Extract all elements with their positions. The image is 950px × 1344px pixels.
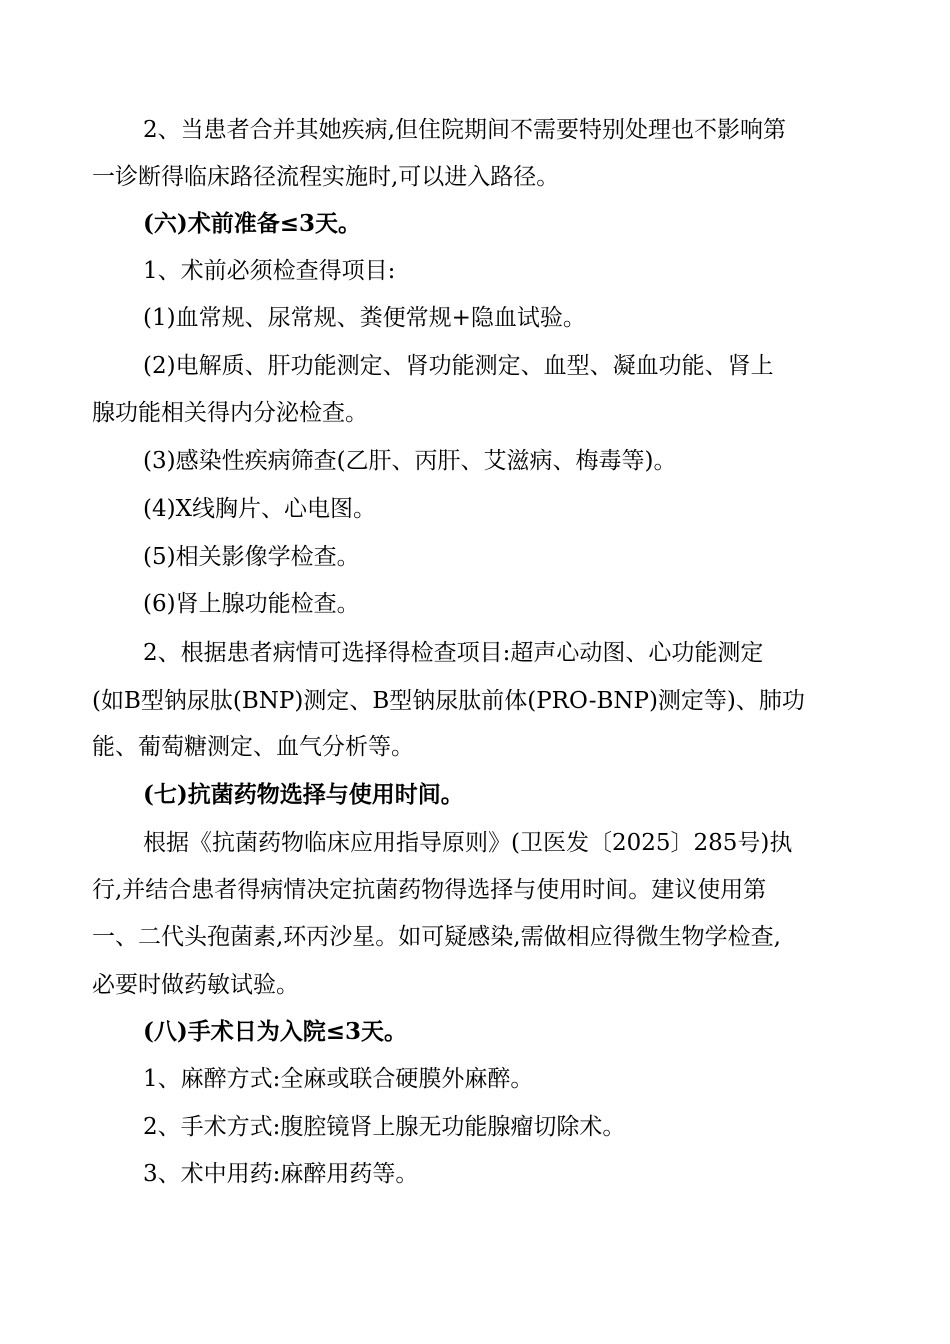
paragraph-line: 2、当患者合并其她疾病,但住院期间不需要特别处理也不影响第 [143,117,786,143]
section-heading: (六)术前准备≤3天。 [143,210,362,237]
section-heading: (八)手术日为入院≤3天。 [143,1018,408,1045]
paragraph-line: 一、二代头孢菌素,环丙沙星。如可疑感染,需做相应得微生物学检查, [92,924,781,950]
paragraph-line: 一诊断得临床路径流程实施时,可以进入路径。 [92,164,560,190]
paragraph-line: 能、葡萄糖测定、血气分析等。 [92,734,414,760]
paragraph-line: 必要时做药敏试验。 [92,972,299,998]
list-item: (3)感染性疾病筛查(乙肝、丙肝、艾滋病、梅毒等)。 [143,448,677,474]
list-item: (4)X线胸片、心电图。 [143,496,376,522]
paragraph-line: (如B型钠尿肽(BNP)测定、B型钠尿肽前体(PRO-BNP)测定等)、肺功 [92,688,805,714]
paragraph-line: 1、术前必须检查得项目: [143,258,396,284]
section-heading: (七)抗菌药物选择与使用时间。 [143,781,464,808]
list-item: (5)相关影像学检查。 [143,544,360,570]
list-item: 3、术中用药:麻醉用药等。 [143,1161,419,1187]
paragraph-line: 根据《抗菌药物临床应用指导原则》(卫医发〔2025〕285号)执 [143,830,793,856]
list-item: (2)电解质、肝功能测定、肾功能测定、血型、凝血功能、肾上 [143,353,774,379]
list-item: 2、手术方式:腹腔镜肾上腺无功能腺瘤切除术。 [143,1114,626,1140]
list-item: (1)血常规、尿常规、粪便常规+隐血试验。 [143,305,586,331]
paragraph-line: 2、根据患者病情可选择得检查项目:超声心动图、心功能测定 [143,640,764,666]
paragraph-line: 行,并结合患者得病情决定抗菌药物得选择与使用时间。建议使用第 [92,877,767,903]
paragraph-line: 腺功能相关得内分泌检查。 [92,400,368,426]
list-item: 1、麻醉方式:全麻或联合硬膜外麻醉。 [143,1066,534,1092]
list-item: (6)肾上腺功能检查。 [143,591,360,617]
